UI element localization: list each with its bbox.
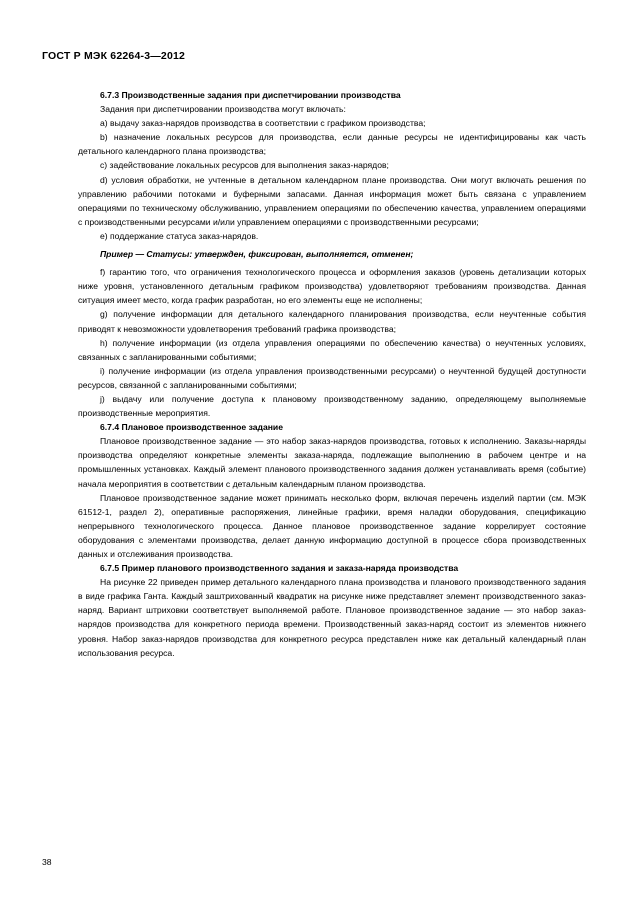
- paragraph: j) выдачу или получение доступа к плановому производственному заданию, определяющему выполняемые производственные мероприятия.: [78, 393, 586, 419]
- section-heading-6-7-4: 6.7.4 Плановое производственное задание: [100, 422, 283, 433]
- section-heading-6-7-3: 6.7.3 Производственные задания при диспетчировании производства: [100, 90, 401, 100]
- paragraph: b) назначение локальных ресурсов для производства, если данные ресурсы не идентифицированы как часть детального календарного плана производства;: [78, 132, 586, 157]
- paragraph: Плановое производственное задание может принимать несколько форм, включая перечень изделий партии (см. МЭК 61512-1, раздел 2), оперативные распоряжения, линейные графики, время наладки оборудования, спецификацию непрерывного технологического процесса. Данное плановое производственное задание коррелирует состояние оборудования с элементами производства, делает данную информацию доступной в процессе сбора производственных данных и отслеживания производства.: [78, 492, 586, 559]
- example-note: Пример — Статусы: утвержден, фиксирован, выполняется, отменен;: [100, 249, 414, 260]
- page-number: 38: [42, 857, 52, 867]
- paragraph: Задания при диспетчировании производства могут включать:: [100, 104, 346, 115]
- paragraph: f) гарантию того, что ограничения технологического процесса и оформления заказов (уровень детализации которых ниже уровня, установленного детальным графиком производства) удовлетворяют требованиям производства. Данная ситуация имеет место, когда график разработан, но его элементы еще не исполнены;: [78, 267, 586, 306]
- document-body: [42, 88, 588, 660]
- paragraph: d) условия обработки, не учтенные в детальном календарном плане производства. Они могут включать решения по управлению рабочими потоками и буферными запасами. Данная информация может быть связана с управлением операциями по техническому обслуживанию, управлением операциями по обеспечению качества, управлением операциями с производственными ресурсами и/или управлением операциями с производственными ресурсами;: [78, 174, 586, 227]
- paragraph: h) получение информации (из отдела управления операциями по обеспечению качества) о неучтенных условиях, связанных с запланированными событиями;: [78, 337, 586, 362]
- paragraph: c) задействование локальных ресурсов для выполнения заказ-нарядов;: [100, 160, 389, 171]
- paragraph: g) получение информации для детального календарного планирования производства, если неучтенные события приводят к невозможности удовлетворения требований графика производства;: [78, 309, 586, 334]
- page-header: ГОСТ Р МЭК 62264-3—2012: [42, 50, 186, 62]
- section-heading-6-7-5: 6.7.5 Пример планового производственного задания и заказа-наряда производства: [100, 563, 459, 574]
- paragraph: На рисунке 22 приведен пример детального календарного плана производства и планового производственного задания в виде графика Ганта. Каждый заштрихованный квадратик на рисунке ниже представляет элемент производственного заказ-наряд. Вариант штриховки соответствует выполняемой работе. Плановое производственное задание — это набор заказ-нарядов производства для конкретного периода времени. Производственный заказ-наряд состоит из элементов нижнего уровня. Набор заказ-нарядов производства для конкретного ресурса представлен ниже как детальный календарный план использования ресурса.: [78, 577, 586, 658]
- paragraph: e) поддержание статуса заказ-нарядов.: [100, 230, 259, 241]
- paragraph: a) выдачу заказ-нарядов производства в соответствии с графиком производства;: [100, 118, 426, 129]
- paragraph: i) получение информации (из отдела управления производственными ресурсами) о неучтенной будущей доступности ресурсов, связанной с запланированными событиями;: [78, 365, 586, 390]
- paragraph: Плановое производственное задание — это набор заказ-нарядов производства, готовых к исполнению. Заказы-наряды производства определяют конкретные элементы заказа-наряда, подлежащие выполнению в рабочем центре и на промышленных установках. Каждый элемент планового производственного задания должен устанавливать время (событие) начала мероприятия в соответствии с детальным календарным планом производства.: [78, 436, 586, 489]
